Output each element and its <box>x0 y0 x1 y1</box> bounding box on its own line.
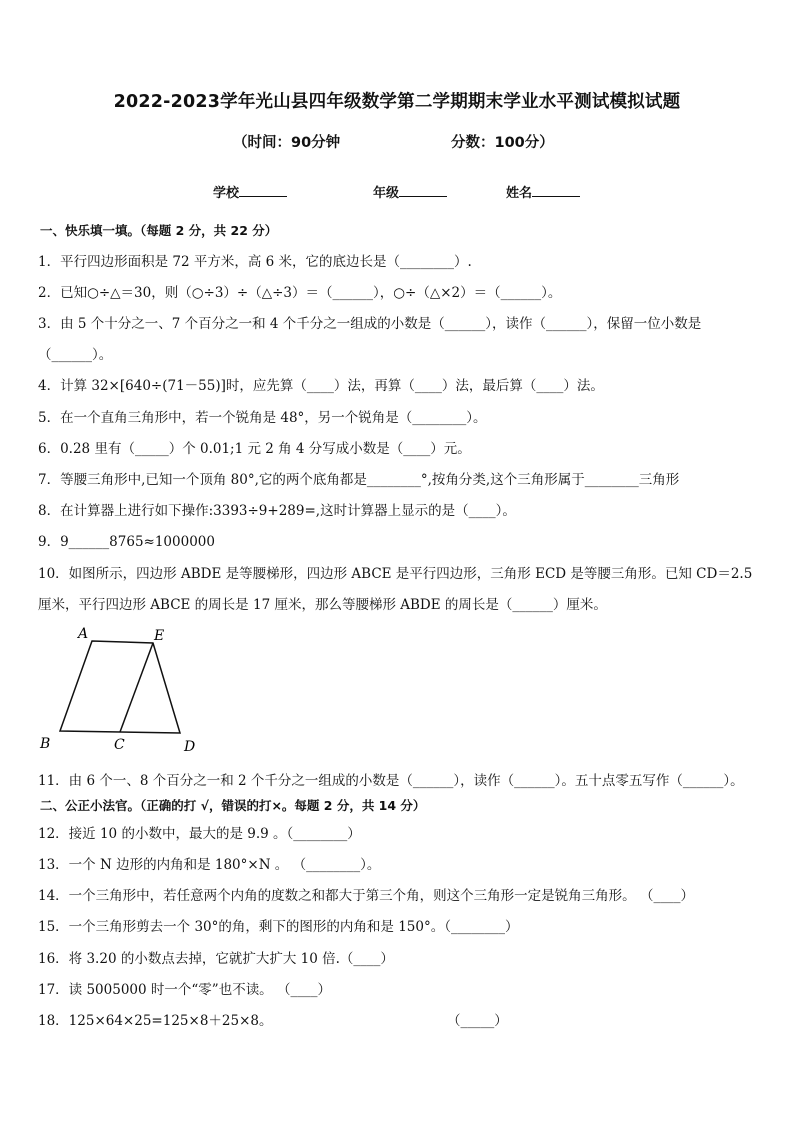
name-label: 姓名 <box>506 186 533 201</box>
question-8: 8．在计算器上进行如下操作:3393÷9+289=,这时计算器上显示的是（____）。 <box>38 503 516 519</box>
question-10-line-2: 厘米，平行四边形 ABCE 的周长是 17 厘米，那么等腰梯形 ABDE 的周长是（______）厘米。 <box>38 597 607 613</box>
question-17: 17．读 5005000 时一个“零”也不读。 （____） <box>38 982 331 998</box>
question-5: 5．在一个直角三角形中，若一个锐角是 48°，另一个锐角是（________）。 <box>38 410 487 426</box>
grade-field <box>373 182 447 201</box>
question-12: 12．接近 10 的小数中，最大的是 9.9 。（________） <box>38 826 361 842</box>
section-2-heading: 二、公正小法官。（正确的打 √，错误的打×。每题 2 分，共 14 分） <box>40 798 426 813</box>
trapezoid-outline <box>60 641 180 733</box>
vertex-label-e: E <box>154 628 165 644</box>
question-11: 11．由 6 个一、8 个百分之一和 2 个千分之一组成的小数是（______），读作（______）。五十点零五写作（______）。 <box>38 773 744 789</box>
vertex-label-c: C <box>114 737 125 753</box>
trapezoid-figure <box>36 622 206 757</box>
question-18: 18．125×64×25=125×8＋25×8。 <box>38 1013 273 1029</box>
question-2: 2．已知○÷△＝30，则（○÷3）÷（△÷3）＝（______），○÷（△×2）＝（______）。 <box>38 285 562 301</box>
question-18-answer-blank[interactable]: （_____） <box>447 1013 508 1029</box>
question-16: 16．将 3.20 的小数点去掉，它就扩大扩大 10 倍.（____） <box>38 951 394 967</box>
vertex-label-d: D <box>184 739 196 755</box>
name-field <box>506 182 580 201</box>
grade-blank[interactable] <box>399 196 447 197</box>
school-blank[interactable] <box>239 196 287 197</box>
school-label: 学校 <box>213 186 240 201</box>
vertex-label-a: A <box>78 626 89 642</box>
page-title: 2022-2023学年光山县四年级数学第二学期期末学业水平测试模拟试题 <box>113 92 681 112</box>
time-label: （时间：90分钟 <box>233 135 341 151</box>
grade-label: 年级 <box>373 186 400 201</box>
question-1: 1．平行四边形面积是 72 平方米，高 6 米，它的底边长是（________）. <box>38 254 472 270</box>
question-14: 14．一个三角形中，若任意两个内角的度数之和都大于第三个角，则这个三角形一定是锐角三角形。 （____） <box>38 888 694 904</box>
vertex-label-b: B <box>40 736 51 752</box>
question-13: 13．一个 N 边形的内角和是 180°×N 。 （________）。 <box>38 857 381 873</box>
school-field <box>213 182 287 201</box>
score-label: 分数：100分） <box>451 135 554 151</box>
question-6: 6．0.28 里有（_____）个 0.01;1 元 2 角 4 分写成小数是（____）元。 <box>38 441 471 457</box>
question-9: 9．9______8765≈1000000 <box>38 534 215 550</box>
question-7: 7．等腰三角形中,已知一个顶角 80°,它的两个底角都是________°,按角分类,这个三角形属于________三角形 <box>38 472 680 488</box>
name-blank[interactable] <box>532 196 580 197</box>
section-1-heading: 一、快乐填一填。（每题 2 分，共 22 分） <box>40 223 278 238</box>
question-10-line-1: 10．如图所示，四边形 ABDE 是等腰梯形，四边形 ABCE 是平行四边形，三角形 ECD 是等腰三角形。已知 CD＝2.5 <box>38 566 753 582</box>
question-3-line-2: （______）。 <box>38 347 113 363</box>
segment-ec <box>120 643 153 732</box>
question-3-line-1: 3．由 5 个十分之一、7 个百分之一和 4 个千分之一组成的小数是（______），读作（______），保留一位小数是 <box>38 316 702 332</box>
question-4: 4．计算 32×[640÷(71－55)]时，应先算（____）法，再算（____）法，最后算（____）法。 <box>38 378 604 394</box>
question-15: 15．一个三角形剪去一个 30°的角，剩下的图形的内角和是 150°。（________） <box>38 919 519 935</box>
